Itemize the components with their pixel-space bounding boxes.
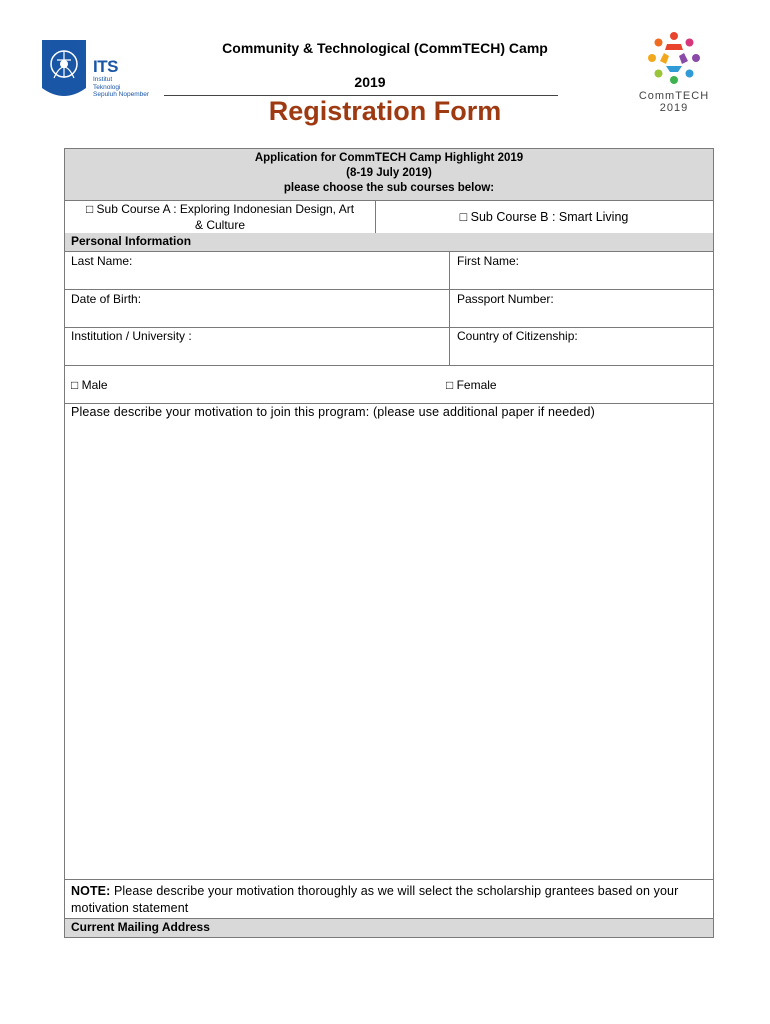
date-of-birth-label: Date of Birth: [71, 292, 142, 306]
last-name-field[interactable] [65, 269, 449, 288]
motivation-textarea[interactable] [65, 423, 713, 879]
note-label: NOTE: [71, 884, 111, 898]
passport-number-label: Passport Number: [457, 292, 554, 306]
sub-course-a-line2: & Culture [194, 218, 246, 232]
first-name-field[interactable] [449, 269, 713, 288]
personal-information-heading: Personal Information [65, 233, 713, 251]
page-title: Registration Form [268, 96, 502, 126]
mailing-address-heading: Current Mailing Address [65, 919, 713, 937]
its-logo-line1: Institut [93, 76, 113, 83]
first-name-label: First Name: [457, 254, 520, 268]
date-of-birth-field[interactable] [65, 307, 449, 326]
row-divider [65, 879, 713, 880]
commtech-logo-name: CommTECH [638, 90, 710, 102]
passport-number-field[interactable] [449, 307, 713, 326]
form-heading [65, 149, 713, 200]
sub-course-b-option[interactable]: □ Sub Course B : Smart Living [459, 210, 629, 224]
institution-label: Institution / University : [71, 329, 192, 343]
row-divider [65, 289, 713, 290]
citizenship-field[interactable] [449, 345, 713, 364]
motivation-label: Please describe your motivation to join this program: (please use additional paper if needed) [71, 405, 595, 419]
row-divider [65, 365, 713, 366]
motivation-note [71, 883, 707, 917]
form-heading-line3: please choose the sub courses below: [283, 182, 495, 194]
its-logo-word: ITS [93, 57, 118, 76]
camp-title: Community & Technological (CommTECH) Camp [222, 40, 548, 56]
row-divider [65, 251, 713, 252]
commtech-logo-text [632, 90, 716, 114]
citizenship-label: Country of Citizenship: [457, 329, 578, 343]
last-name-label: Last Name: [71, 254, 133, 268]
form-heading-line1: Application for CommTECH Camp Highlight 2019 [254, 152, 524, 164]
sub-course-a-option[interactable] [65, 201, 375, 233]
row-divider [65, 403, 713, 404]
its-logo [40, 38, 158, 104]
gender-female-option[interactable]: □ Female [446, 378, 497, 392]
its-logo-subtitle [93, 76, 163, 99]
note-text: Please describe your motivation thoroughly as we will select the scholarship grantees based on your motivation statement [71, 884, 679, 915]
sub-course-a-line1: □ Sub Course A : Exploring Indonesian Design, Art [85, 202, 355, 216]
camp-year: 2019 [354, 74, 386, 90]
registration-form-table [64, 148, 714, 938]
its-logo-line2: Teknologi [93, 83, 121, 91]
form-heading-line2: (8-19 July 2019) [346, 167, 432, 179]
row-divider [65, 327, 713, 328]
gender-male-option[interactable]: □ Male [71, 378, 108, 392]
its-shield-icon [40, 38, 88, 104]
commtech-logo [632, 28, 716, 120]
commtech-logo-year: 2019 [659, 102, 689, 114]
commtech-people-circle-icon [632, 28, 716, 88]
institution-field[interactable] [65, 345, 449, 364]
its-logo-line3: Sepuluh Nopember [93, 91, 150, 98]
